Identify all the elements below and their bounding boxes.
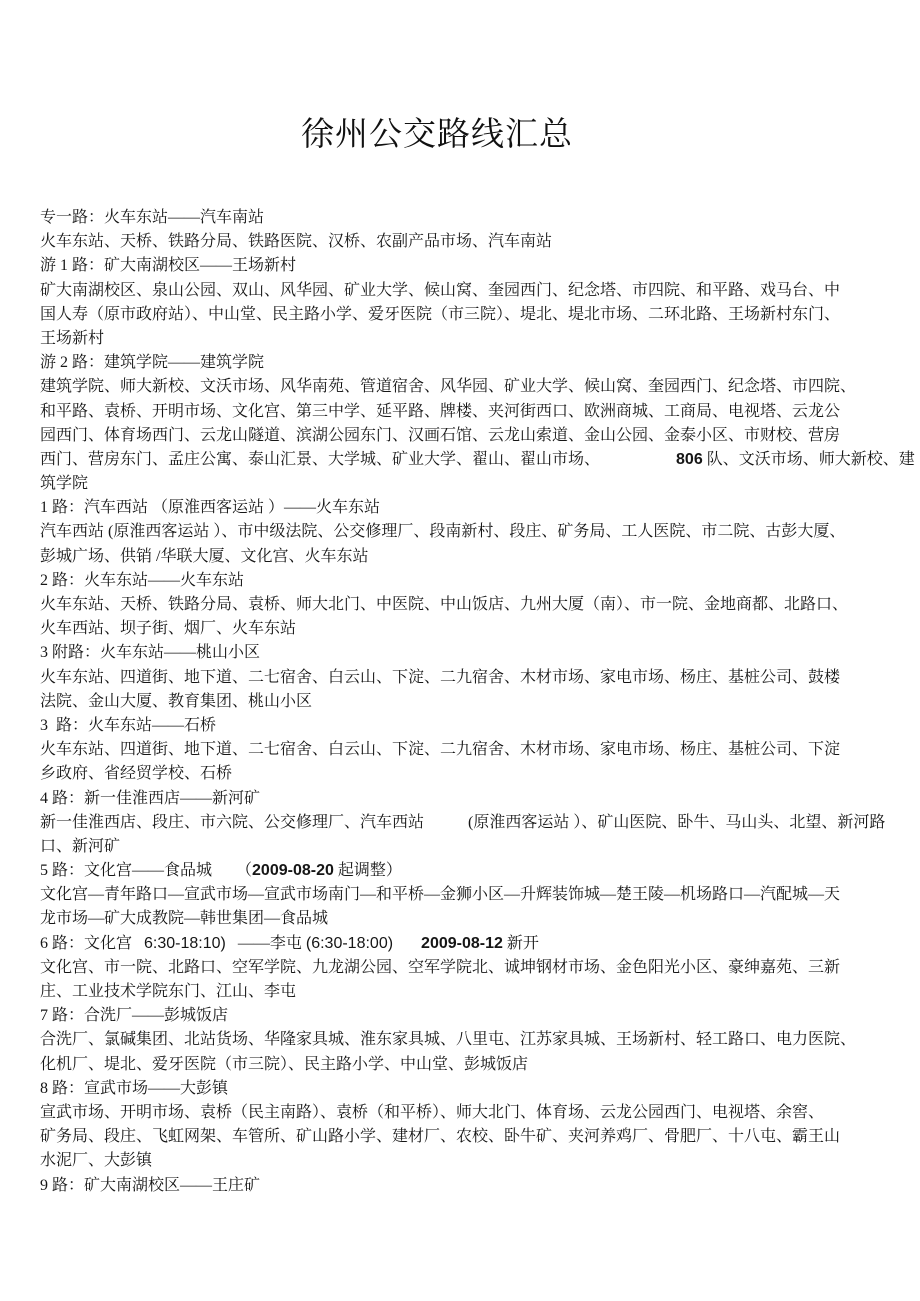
text-line-28 [40, 859, 890, 883]
text-segment: 西门、营房东门、孟庄公寓、泰山汇景、大学城、矿业大学、翟山、翟山市场、 [40, 450, 677, 468]
text-segment: 火车东站、四道街、地下道、二七宿舍、白云山、下淀、二九宿舍、木材市场、家电市场、杨庄、基桩公司、鼓楼 [40, 668, 841, 686]
text-segment: 火车东站、天桥、铁路分局、铁路医院、汉桥、农副产品市场、汽车南站 [40, 233, 553, 251]
text-line-31 [40, 932, 890, 956]
highlight-segment: 806 [676, 450, 703, 468]
highlight-segment: (6:30-18:00) [305, 934, 394, 952]
text-line-19 [40, 641, 890, 665]
text-line-11 [40, 448, 915, 472]
text-segment: 合洗厂、氯碱集团、北站货场、华隆家具城、淮东家具城、八里屯、江苏家具城、王场新村、轻工路口、电力医院、 [40, 1031, 857, 1049]
text-line-13 [40, 496, 890, 520]
text-line-33 [40, 980, 890, 1004]
text-line-32 [40, 956, 890, 980]
text-segment: 起调整） [333, 862, 402, 880]
text-segment: 王场新村 [40, 329, 105, 347]
text-segment [393, 935, 421, 952]
text-segment: 新一佳淮西店、段庄、市六院、公交修理厂、汽车西站 [40, 813, 469, 831]
text-line-35 [40, 1028, 890, 1052]
text-line-34 [40, 1004, 890, 1028]
text-segment: 7 路：合洗厂——彭城饭店 [40, 1007, 229, 1025]
text-segment: 队、文沃市场、师大新校、建 [702, 450, 915, 468]
text-segment: 矿大南湖校区、泉山公园、双山、风华园、矿业大学、候山窝、奎园西门、纪念塔、市四院、和平路、戏马台、中 [40, 281, 841, 299]
text-line-12 [40, 472, 890, 496]
text-segment: 龙市场—矿大成教院—韩世集团—食品城 [40, 910, 329, 928]
text-segment: 6 路：文化宫 [40, 934, 145, 952]
highlight-segment: 6:30-18:10) [144, 934, 226, 952]
text-line-29 [40, 883, 890, 907]
text-line-23 [40, 738, 890, 762]
text-line-22 [40, 714, 890, 738]
text-line-3 [40, 254, 890, 278]
document-body [40, 206, 915, 1198]
text-segment: 火车西站、坝子街、烟厂、火车东站 [40, 620, 297, 638]
text-line-38 [40, 1101, 890, 1125]
text-segment: 乡政府、省经贸学校、石桥 [40, 765, 233, 783]
text-segment: 国人寿（原市政府站）、中山堂、民主路小学、爱牙医院（市三院）、堤北、堤北市场、二环北路、王场新村东门、 [40, 305, 841, 323]
text-line-2 [40, 230, 890, 254]
text-line-37 [40, 1077, 890, 1101]
text-segment: 3 路：火车东站——石桥 [40, 716, 217, 734]
text-segment: 汽车西站 (原淮西客运站 ）、市中级法院、公交修理厂、段南新村、段庄、矿务局、工人医院、市二院、古彭大厦、 [40, 523, 846, 541]
text-segment: (原淮西客运站 ）、矿山医院、卧牛、马山头、北望、新河路 [468, 813, 886, 831]
text-line-8 [40, 375, 890, 399]
text-line-26 [40, 811, 890, 835]
text-line-25 [40, 787, 890, 811]
text-segment: 庄、工业技术学院东门、江山、李屯 [40, 983, 297, 1000]
text-line-16 [40, 569, 890, 593]
text-line-6 [40, 327, 890, 351]
text-segment: 水泥厂、大彭镇 [40, 1152, 153, 1170]
text-segment: 宣武市场、开明市场、袁桥（民主南路）、袁桥（和平桥）、师大北门、体育场、云龙公园西门、电视塔、余窖、 [40, 1103, 825, 1121]
text-segment: 5 路：文化宫——食品城 （ [40, 862, 253, 880]
text-line-1 [40, 206, 890, 230]
text-segment: 专一路：火车东站——汽车南站 [40, 209, 265, 226]
text-line-14 [40, 520, 890, 544]
text-segment: 4 路：新一佳淮西店——新河矿 [40, 789, 261, 807]
text-segment: 3 附路：火车东站——桃山小区 [40, 644, 261, 662]
text-line-18 [40, 617, 890, 641]
text-line-7 [40, 351, 890, 375]
text-segment: 口、新河矿 [40, 837, 121, 855]
text-segment: 火车东站、天桥、铁路分局、袁桥、师大北门、中医院、中山饭店、九州大厦（南）、市一院、金地商都、北路口、 [40, 596, 849, 613]
text-segment: 文化宫、市一院、北路口、空军学院、九龙湖公园、空军学院北、诚坤钢材市场、金色阳光小区、豪绅嘉苑、三新 [40, 958, 841, 976]
text-segment: 筑学院 [40, 475, 89, 493]
text-segment: 游 1 路：矿大南湖校区——王场新村 [40, 257, 297, 275]
text-line-17 [40, 593, 890, 617]
text-segment: 建筑学院、师大新校、文沃市场、风华南苑、管道宿舍、风华园、矿业大学、候山窝、奎园西门、纪念塔、市四院、 [40, 378, 857, 396]
text-line-41 [40, 1174, 890, 1198]
text-line-30 [40, 907, 890, 931]
text-segment: 文化宫—青年路口—宣武市场—宣武市场南门—和平桥—金狮小区—升辉装饰城—楚王陵—机场路口—汽配城—天 [40, 886, 841, 904]
text-segment: 游 2 路：建筑学院——建筑学院 [40, 354, 265, 372]
text-segment: ——李屯 [225, 934, 306, 952]
text-segment: 9 路：矿大南湖校区——王庄矿 [40, 1176, 261, 1194]
document-title: 徐州公交路线汇总 [301, 117, 573, 153]
text-line-10 [40, 424, 890, 448]
text-line-39 [40, 1125, 890, 1149]
text-segment: 彭城广场、供销 /华联大厦、文化宫、火车东站 [40, 547, 369, 565]
highlight-segment: 2009-08-20 [252, 862, 334, 880]
text-segment: 火车东站、四道街、地下道、二七宿舍、白云山、下淀、二九宿舍、木材市场、家电市场、杨庄、基桩公司、下淀 [40, 741, 841, 759]
text-segment: 和平路、袁桥、开明市场、文化宫、第三中学、延平路、牌楼、夹河街西口、欧洲商城、工商局、电视塔、云龙公 [40, 402, 841, 420]
text-line-40 [40, 1149, 890, 1173]
text-segment: 8 路：宣武市场——大彭镇 [40, 1079, 229, 1097]
text-segment: 2 路：火车东站——火车东站 [40, 571, 245, 589]
text-line-9 [40, 400, 890, 424]
text-line-15 [40, 545, 890, 569]
text-segment: 新开 [502, 934, 539, 952]
text-line-4 [40, 279, 890, 303]
text-line-5 [40, 303, 890, 327]
text-segment: 园西门、体育场西门、云龙山隧道、滨湖公园东门、汉画石馆、云龙山索道、金山公园、金泰小区、市财校、营房 [40, 426, 841, 444]
text-line-36 [40, 1053, 890, 1077]
text-line-24 [40, 762, 890, 786]
text-line-21 [40, 690, 890, 714]
text-segment: 1 路：汽车西站 （原淮西客运站 ）——火车东站 [40, 499, 381, 517]
text-segment: 法院、金山大厦、教育集团、桃山小区 [40, 692, 313, 710]
highlight-segment: 2009-08-12 [421, 934, 503, 952]
text-segment: 矿务局、段庄、飞虹网架、车管所、矿山路小学、建材厂、农校、卧牛矿、夹河养鸡厂、骨肥厂、十八屯、霸王山 [40, 1128, 841, 1146]
text-line-20 [40, 666, 890, 690]
text-segment: 化机厂、堤北、爱牙医院（市三院）、民主路小学、中山堂、彭城饭店 [40, 1055, 529, 1073]
text-line-27 [40, 835, 890, 859]
